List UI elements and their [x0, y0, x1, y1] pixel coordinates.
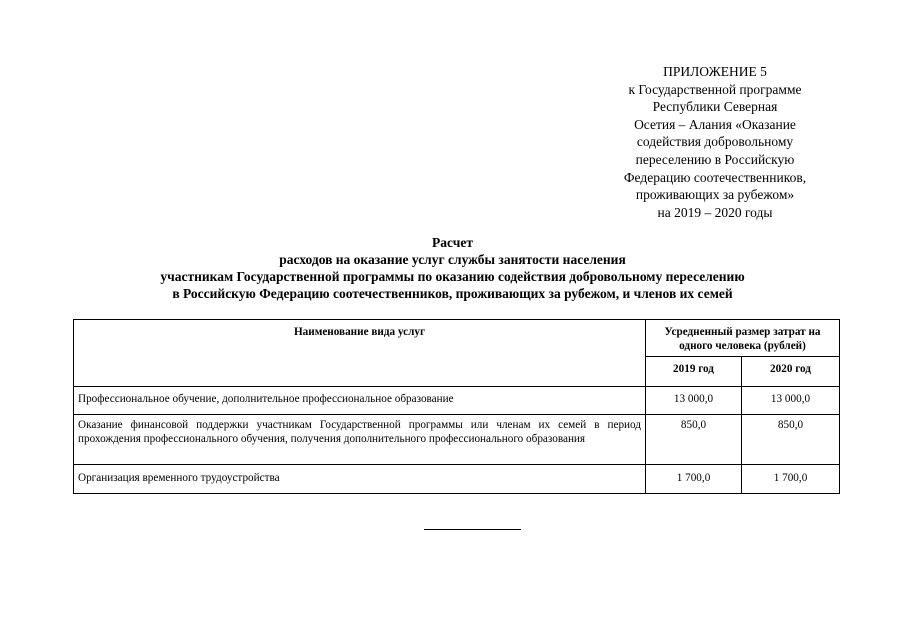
- cost-2020-cell: 850,0: [742, 415, 840, 465]
- appendix-line: Осетия – Алания «Оказание: [634, 116, 796, 132]
- appendix-line: к Государственной программе: [628, 81, 802, 97]
- header-avg-cost: Усредненный размер затрат на одного человека (рублей): [646, 320, 840, 357]
- table-row: [74, 415, 840, 465]
- cost-2020-cell: 13 000,0: [742, 387, 840, 415]
- cost-2020-cell: 1 700,0: [742, 465, 840, 494]
- services-cost-table: [73, 319, 840, 494]
- service-name-cell: Организация временного трудоустройства: [74, 465, 646, 494]
- table-row: [74, 465, 840, 494]
- cost-2019-cell: 1 700,0: [646, 465, 742, 494]
- appendix-title: ПРИЛОЖЕНИЕ 5: [663, 64, 767, 79]
- appendix-block: [590, 63, 840, 221]
- end-separator-line: [424, 529, 521, 530]
- heading-title: Расчет: [432, 235, 473, 250]
- header-year-2020: 2020 год: [742, 357, 840, 387]
- appendix-line: на 2019 – 2020 годы: [657, 204, 773, 220]
- header-year-2019: 2019 год: [646, 357, 742, 387]
- cost-2019-cell: 850,0: [646, 415, 742, 465]
- header-service-name: Наименование вида услуг: [74, 320, 646, 387]
- heading-line: участникам Государственной программы по оказанию содействия добровольному переселению: [160, 269, 745, 284]
- appendix-line: содействия добровольному: [636, 134, 794, 150]
- appendix-line: Республики Северная: [652, 99, 778, 115]
- heading-line: расходов на оказание услуг службы занятости населения: [279, 252, 626, 267]
- table-row: [74, 387, 840, 415]
- document-heading: [40, 234, 865, 302]
- cost-2019-cell: 13 000,0: [646, 387, 742, 415]
- appendix-line: проживающих за рубежом»: [635, 187, 795, 203]
- heading-line: в Российскую Федерацию соотечественников, проживающих за рубежом, и членов их семей: [172, 286, 733, 301]
- table-header-row: [74, 320, 840, 357]
- service-name-cell: Профессиональное обучение, дополнительное профессиональное образование: [74, 387, 646, 415]
- appendix-line: Федерацию соотечественников,: [623, 169, 807, 185]
- appendix-line: переселению в Российскую: [635, 151, 795, 167]
- service-name-cell: Оказание финансовой поддержки участникам Государственной программы или членам их семей в период прохождения профессионального обучения, получения дополнительного профессионального образования: [74, 415, 646, 465]
